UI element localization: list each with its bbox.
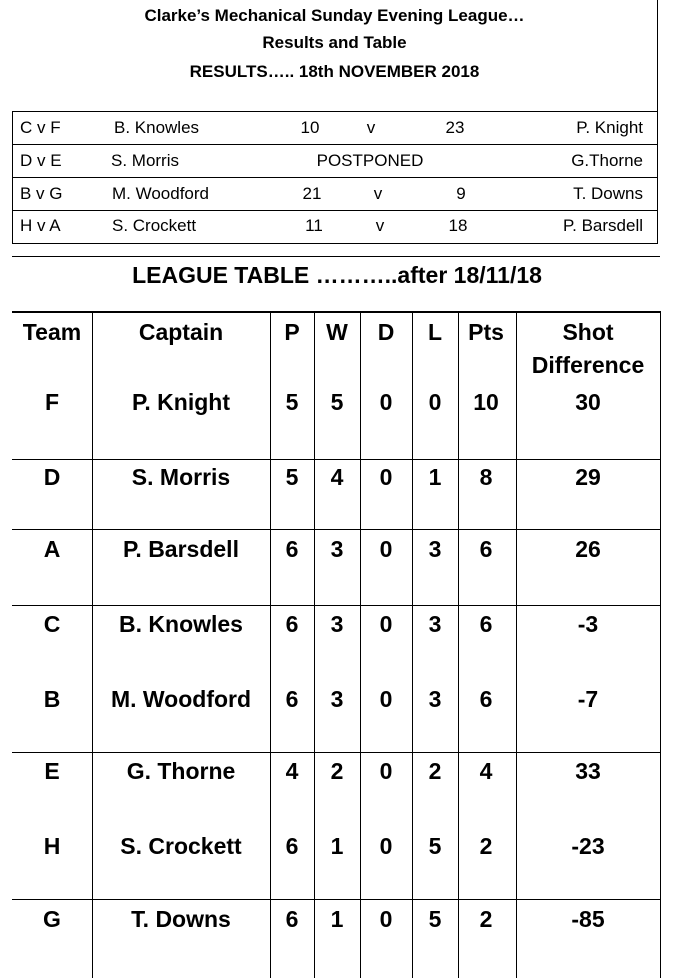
fixture-code: H v A [20, 216, 61, 235]
table-border [458, 312, 459, 978]
cell-won: 2 [330, 758, 344, 784]
cell-team: H [43, 833, 61, 859]
cell-shot-difference: -85 [571, 906, 605, 932]
home-score: 21 [302, 184, 322, 203]
results-border [12, 111, 13, 243]
cell-shot-difference: 29 [575, 464, 601, 490]
cell-team: F [44, 389, 60, 415]
cell-points: 6 [479, 536, 493, 562]
cell-drawn: 0 [379, 833, 393, 859]
cell-drawn: 0 [379, 906, 393, 932]
table-border [12, 752, 661, 753]
col-header-played: P [284, 319, 300, 345]
postponed-status: POSTPONED [316, 151, 424, 170]
col-header-team: Team [22, 319, 82, 345]
cell-shot-difference: -7 [577, 686, 599, 712]
cell-points: 2 [479, 833, 493, 859]
home-score: 11 [305, 216, 323, 235]
cell-lost: 0 [428, 389, 442, 415]
col-header-shot-difference: Difference [531, 352, 645, 378]
versus: v [375, 216, 385, 235]
cell-played: 6 [285, 686, 299, 712]
versus: v [373, 184, 383, 203]
cell-captain: B. Knowles [119, 611, 243, 637]
cell-lost: 3 [428, 536, 442, 562]
cell-captain: S. Morris [131, 464, 231, 490]
cell-points: 4 [479, 758, 493, 784]
subtitle: Results and Table [262, 33, 407, 52]
cell-team: D [43, 464, 61, 490]
away-captain: G.Thorne [571, 151, 643, 170]
cell-won: 4 [330, 464, 344, 490]
cell-drawn: 0 [379, 389, 393, 415]
cell-played: 5 [285, 464, 299, 490]
col-header-lost: L [427, 319, 443, 345]
table-border [12, 605, 661, 606]
cell-lost: 5 [428, 906, 442, 932]
cell-captain: S. Crockett [120, 833, 242, 859]
results-border [12, 177, 658, 178]
cell-team: C [43, 611, 61, 637]
cell-team: B [43, 686, 61, 712]
league-table-title: LEAGUE TABLE ………..after 18/11/18 [132, 262, 542, 288]
results-border [12, 210, 658, 211]
home-score: 10 [300, 118, 320, 137]
away-captain: P. Knight [576, 118, 643, 137]
col-header-shot-difference: Shot [562, 319, 614, 345]
table-border [12, 459, 661, 460]
table-border [92, 312, 93, 978]
cell-played: 6 [285, 906, 299, 932]
results-border [12, 111, 658, 112]
cell-drawn: 0 [379, 686, 393, 712]
table-border [516, 312, 517, 978]
cell-drawn: 0 [379, 464, 393, 490]
results-date-heading: RESULTS….. 18th NOVEMBER 2018 [189, 62, 480, 81]
table-border [360, 312, 361, 978]
cell-shot-difference: -23 [571, 833, 605, 859]
cell-played: 6 [285, 611, 299, 637]
cell-won: 1 [330, 833, 344, 859]
cell-won: 5 [330, 389, 344, 415]
cell-lost: 3 [428, 686, 442, 712]
cell-lost: 3 [428, 611, 442, 637]
cell-won: 1 [330, 906, 344, 932]
away-score: 23 [445, 118, 465, 137]
cell-won: 3 [330, 536, 344, 562]
cell-captain: T. Downs [131, 906, 231, 932]
cell-drawn: 0 [379, 758, 393, 784]
cell-points: 6 [479, 686, 493, 712]
cell-team: G [43, 906, 61, 932]
header-box-right-border [657, 0, 658, 112]
cell-drawn: 0 [379, 536, 393, 562]
results-border [657, 111, 658, 243]
cell-points: 2 [479, 906, 493, 932]
cell-shot-difference: -3 [577, 611, 599, 637]
fixture-code: D v E [20, 151, 62, 170]
fixture-code: B v G [20, 184, 63, 203]
away-captain: P. Barsdell [562, 216, 643, 235]
cell-lost: 2 [428, 758, 442, 784]
away-score: 18 [448, 216, 468, 235]
fixture-code: C v F [20, 118, 61, 137]
table-border [270, 312, 271, 978]
home-captain: S. Morris [111, 151, 179, 170]
table-border [12, 899, 661, 900]
table-border [660, 312, 661, 978]
cell-lost: 1 [428, 464, 442, 490]
cell-shot-difference: 30 [575, 389, 601, 415]
cell-team: A [43, 536, 61, 562]
versus: v [366, 118, 376, 137]
league-title-border [12, 256, 660, 257]
cell-points: 8 [479, 464, 493, 490]
cell-lost: 5 [428, 833, 442, 859]
cell-team: E [44, 758, 60, 784]
away-captain: T. Downs [573, 184, 643, 203]
cell-played: 5 [285, 389, 299, 415]
away-score: 9 [456, 184, 466, 203]
table-border [314, 312, 315, 978]
table-border [12, 529, 661, 530]
table-border [412, 312, 413, 978]
cell-captain: G. Thorne [126, 758, 236, 784]
league-name: Clarke’s Mechanical Sunday Evening League… [144, 6, 525, 25]
col-header-points: Pts [468, 319, 504, 345]
cell-captain: P. Barsdell [123, 536, 239, 562]
cell-played: 4 [285, 758, 299, 784]
results-border [12, 243, 658, 244]
cell-played: 6 [285, 833, 299, 859]
home-captain: B. Knowles [114, 118, 200, 137]
col-header-won: W [326, 319, 348, 345]
cell-points: 10 [473, 389, 499, 415]
table-border [12, 311, 661, 313]
col-header-captain: Captain [138, 319, 224, 345]
cell-won: 3 [330, 611, 344, 637]
cell-points: 6 [479, 611, 493, 637]
cell-captain: M. Woodford [110, 686, 252, 712]
home-captain: S. Crockett [112, 216, 197, 235]
cell-played: 6 [285, 536, 299, 562]
cell-shot-difference: 26 [575, 536, 601, 562]
home-captain: M. Woodford [112, 184, 210, 203]
results-border [12, 144, 658, 145]
col-header-drawn: D [377, 319, 395, 345]
cell-shot-difference: 33 [575, 758, 601, 784]
cell-captain: P. Knight [132, 389, 230, 415]
cell-drawn: 0 [379, 611, 393, 637]
cell-won: 3 [330, 686, 344, 712]
